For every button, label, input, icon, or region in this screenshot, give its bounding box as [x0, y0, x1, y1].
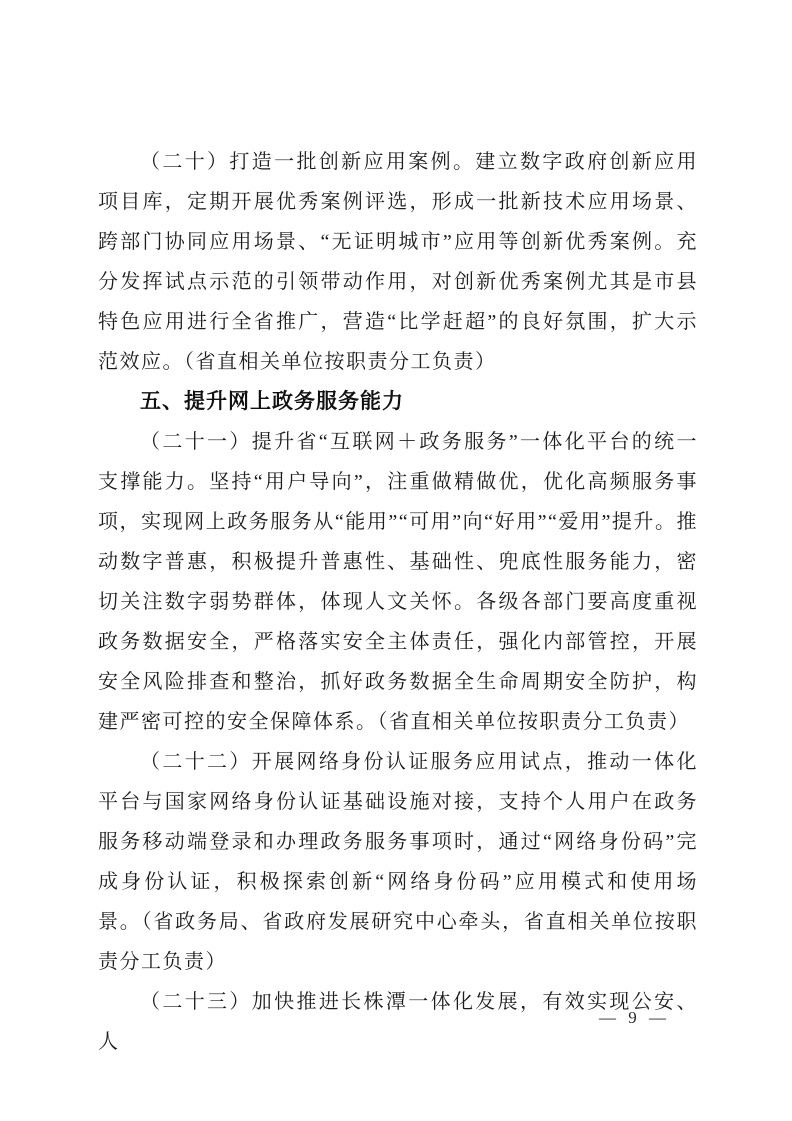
paragraph-item-20: （二十）打造一批创新应用案例。建立数字政府创新应用项目库，定期开展优秀案例评选，形成一批新技术应用场景、跨部门协同应用场景、“无证明城市”应用等创新优秀案例。充分发挥试点示范的引领带动作用，对创新优秀案例尤其是市县特色应用进行全省推广，营造“比学赶超”的良好氛围，扩大示范效应。（省直相关单位按职责分工负责） — [98, 151, 698, 373]
paragraph-item-21: （二十一）提升省“互联网＋政务服务”一体化平台的统一支撑能力。坚持“用户导向”，注重做精做优，优化高频服务事项，实现网上政务服务从“能用”“可用”向“好用”“爱用”提升。推动数字普惠，积极提升普惠性、基础性、兜底性服务能力，密切关注数字弱势群体，体现人文关怀。各级各部门要高度重视政务数据安全，严格落实安全主体责任，强化内部管控，开展安全风险排查和整治，抓好政务数据全生命周期安全防护，构建严密可控的安全保障体系。（省直相关单位按职责分工负责） — [98, 431, 698, 733]
page-number: — 9 — — [599, 1008, 670, 1027]
paragraph-item-22: （二十二）开展网络身份认证服务应用试点，推动一体化平台与国家网络身份认证基础设施对接，支持个人用户在政务服务移动端登录和办理政务服务事项时，通过“网络身份码”完成身份认证，积极探索创新“网络身份码”应用模式和使用场景。（省政务局、省政府发展研究中心牵头，省直相关单位按职责分工负责） — [98, 751, 698, 973]
section-heading-5: 五、提升网上政务服务能力 — [140, 390, 404, 413]
paragraph-item-23: （二十三）加快推进长株潭一体化发展，有效实现公安、人 — [98, 991, 698, 1053]
document-page — [98, 142, 698, 1062]
